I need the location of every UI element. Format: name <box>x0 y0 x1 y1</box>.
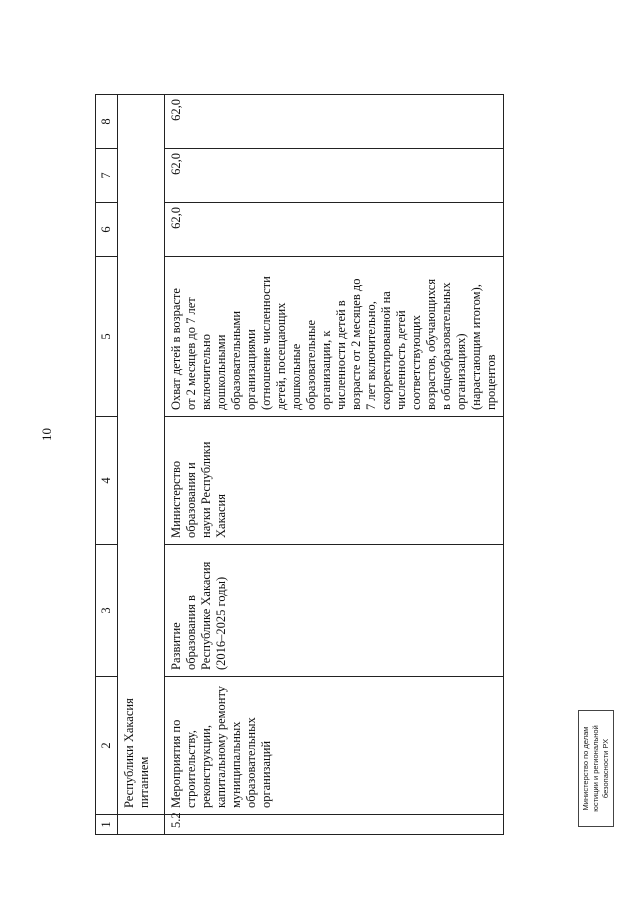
header-row <box>96 95 118 835</box>
region-row <box>118 95 165 835</box>
empty-cell <box>118 815 165 835</box>
rotated-table-container <box>95 95 510 835</box>
program-table <box>95 94 504 835</box>
row-number: 5.2 <box>165 815 504 835</box>
header-cell: 5 <box>96 257 118 417</box>
value-cell-8: 62,0 <box>165 95 504 149</box>
indicator-cell: Охват детей в возрасте от 2 месяцев до 7 лет включительно дошкольными образовательными организациями (отношение численности детей, посещающих дошкольные образовательные организации, к численности детей в возрасте от 2 месяцев до 7 лет включительно, скорректированной на численность детей соответствующих возрастов, обучающихся в общеобразовательных организациях) (нарастающим итогом), процентов <box>165 257 504 417</box>
header-cell: 2 <box>96 677 118 815</box>
page-number: 10 <box>39 428 54 441</box>
header-cell: 4 <box>96 417 118 545</box>
value-cell-7: 62,0 <box>165 149 504 203</box>
value-cell-6: 62,0 <box>165 203 504 257</box>
header-cell: 7 <box>96 149 118 203</box>
measure-cell: Мероприятия по строительству, реконструкции, капитальному ремонту муниципальных образовательных организаций <box>165 677 504 815</box>
stamp-text: Министерство по делам юстиции и региональной безопасности РХ <box>581 725 610 812</box>
header-cell: 1 <box>96 815 118 835</box>
header-cell: 3 <box>96 545 118 677</box>
table-row <box>165 95 504 835</box>
region-cell: Республики Хакасия питанием <box>118 95 165 815</box>
header-cell: 8 <box>96 95 118 149</box>
executor-cell: Министерство образования и науки Республики Хакасия <box>165 417 504 545</box>
header-cell: 6 <box>96 203 118 257</box>
registration-stamp <box>578 710 614 827</box>
program-cell: Развитие образования в Республике Хакасия (2016–2025 годы) <box>165 545 504 677</box>
